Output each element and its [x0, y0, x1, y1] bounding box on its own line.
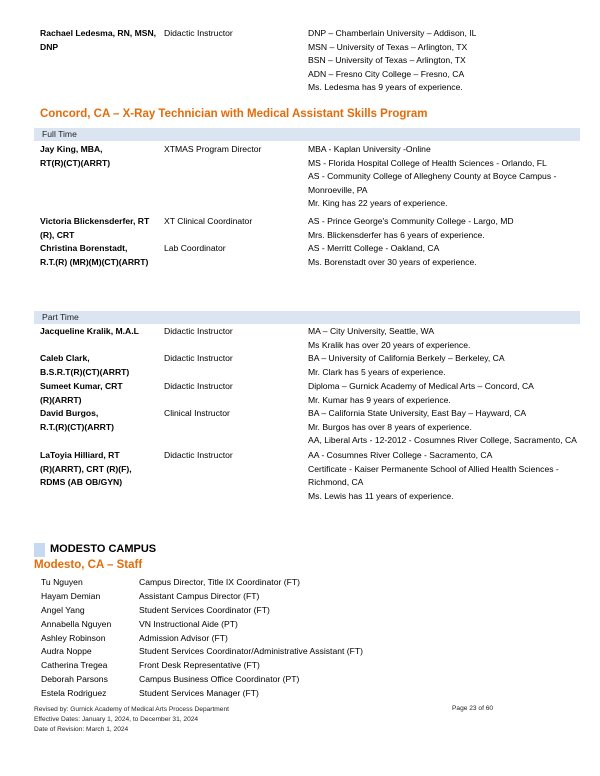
- name-line: RT(R)(CT)(ARRT): [40, 157, 111, 168]
- education-line: Mr. Burgos has over 8 years of experience.: [308, 421, 472, 432]
- faculty-role: XT Clinical Coordinator: [164, 216, 253, 226]
- education-line: MS - Florida Hospital College of Health Sciences - Orlando, FL: [308, 157, 547, 168]
- staff-role: Student Services Coordinator (FT): [139, 604, 270, 615]
- education-line: Diploma – Gurnick Academy of Medical Arts – Concord, CA: [308, 381, 534, 391]
- faculty-role: Didactic Instructor: [164, 28, 233, 38]
- name-line: Jay King, MBA,: [40, 144, 103, 154]
- faculty-name: [40, 449, 165, 490]
- faculty-role: Didactic Instructor: [164, 353, 233, 363]
- name-line: [40, 449, 165, 463]
- faculty-education: [308, 352, 586, 379]
- education-line: BA – California State University, East Bay – Hayward, CA: [308, 408, 527, 418]
- part-time-band: [34, 311, 580, 324]
- faculty-role: Didactic Instructor: [164, 381, 233, 391]
- name-line: Christina Borenstadt,: [40, 243, 128, 253]
- faculty-education: [308, 242, 586, 269]
- footer-revised-by: Revised by: Gurnick Academy of Medical Arts Process Department: [34, 706, 229, 713]
- staff-name: Hayam Demian: [41, 590, 101, 601]
- name-line: (R), CRT: [40, 229, 75, 240]
- staff-row: [41, 577, 561, 591]
- education-line: Richmond, CA: [308, 477, 364, 487]
- education-line: Mr. King has 22 years of experience.: [308, 198, 448, 208]
- staff-role: Student Services Coordinator/Administrative Assistant (FT): [139, 646, 363, 657]
- name-line: Victoria Blickensderfer, RT: [40, 216, 150, 226]
- staff-name: Annabella Nguyen: [41, 618, 112, 629]
- staff-name: Audra Noppe: [41, 646, 92, 657]
- faculty-name: [40, 325, 165, 339]
- staff-name: Tu Nguyen: [41, 577, 83, 587]
- staff-row: [41, 646, 561, 660]
- education-line: Ms. Ledesma has 9 years of experience.: [308, 82, 463, 92]
- faculty-education: [308, 325, 586, 352]
- name-line: R.T.(R) (MR)(M)(CT)(ARRT): [40, 256, 149, 267]
- education-line: AS - Prince George's Community College - Largo, MD: [308, 216, 514, 226]
- staff-role: Campus Business Office Coordinator (PT): [139, 674, 300, 685]
- staff-row: [41, 619, 561, 633]
- faculty-education: [308, 380, 586, 407]
- staff-name: Ashley Robinson: [41, 632, 106, 643]
- footer-date-of-revision: Date of Revision: March 1, 2024: [34, 726, 129, 733]
- name-line: (R)(ARRT): [40, 394, 82, 405]
- education-line: Mrs. Blickensderfer has 6 years of experience.: [308, 229, 485, 240]
- education-line: Mr. Clark has 5 years of experience.: [308, 366, 446, 377]
- page-number: Page 23 of 60: [452, 705, 494, 712]
- name-line: Sumeet Kumar, CRT: [40, 381, 123, 391]
- full-time-band: [34, 128, 580, 141]
- education-line: DNP – Chamberlain University – Addison, IL: [308, 28, 477, 38]
- education-line: AA - Cosumnes River College - Sacramento, CA: [308, 450, 493, 460]
- staff-name: Deborah Parsons: [41, 674, 108, 685]
- staff-name: Estela Rodriguez: [41, 688, 107, 699]
- staff-role: Assistant Campus Director (FT): [139, 590, 260, 601]
- education-line: AS - Community College of Allegheny County at Boyce Campus -: [308, 171, 557, 181]
- education-line: MA – City University, Seattle, WA: [308, 326, 435, 336]
- staff-role: Admission Advisor (FT): [139, 632, 228, 643]
- education-line: BA – University of California Berkely – Berkeley, CA: [308, 353, 505, 363]
- staff-row: [41, 674, 561, 688]
- name-line: Caleb Clark,: [40, 353, 90, 363]
- name-line: (R)(ARRT), CRT (R)(F),: [40, 463, 132, 474]
- faculty-role: Clinical Instructor: [164, 408, 230, 418]
- faculty-education: [308, 143, 586, 211]
- education-line: AA, Liberal Arts - 12-2012 - Cosumnes River College, Sacramento, CA: [308, 435, 577, 445]
- education-line: Ms. Borenstadt over 30 years of experience.: [308, 256, 477, 267]
- education-line: Ms Kralik has over 20 years of experience.: [308, 339, 471, 350]
- page-footer: [34, 705, 229, 735]
- faculty-role: XTMAS Program Director: [164, 144, 262, 154]
- name-line: David Burgos,: [40, 408, 99, 418]
- faculty-role: Didactic Instructor: [164, 450, 233, 460]
- education-line: AS - Merritt College - Oakland, CA: [308, 243, 440, 253]
- education-line: MSN – University of Texas – Arlington, TX: [308, 41, 468, 52]
- faculty-name: [40, 352, 165, 379]
- staff-role: VN Instructional Aide (PT): [139, 618, 238, 629]
- name-line: Rachael Ledesma, RN, MSN,: [40, 28, 157, 38]
- part-time-label: Part Time: [42, 312, 79, 322]
- heading-marker: [34, 543, 45, 557]
- staff-name: Angel Yang: [41, 604, 85, 615]
- staff-row: [41, 591, 561, 605]
- education-line: Mr. Kumar has 9 years of experience.: [308, 394, 451, 405]
- faculty-name: [40, 143, 165, 170]
- name-line-bold: LaToyia Hilliard, RT: [40, 450, 120, 460]
- education-line: ADN – Fresno City College – Fresno, CA: [308, 68, 465, 79]
- faculty-role: Didactic Instructor: [164, 326, 233, 336]
- faculty-education: [308, 407, 600, 448]
- faculty-name: [40, 242, 165, 269]
- faculty-education: [308, 215, 586, 242]
- staff-row: [41, 688, 561, 702]
- faculty-education: [308, 449, 586, 503]
- faculty-role: Lab Coordinator: [164, 243, 226, 253]
- faculty-name: [40, 215, 165, 242]
- section-title-modesto-staff: Modesto, CA – Staff: [34, 559, 143, 571]
- name-line: Jacqueline Kralik, M.A.L: [40, 326, 139, 336]
- education-line: BSN – University of Texas – Arlington, TX: [308, 55, 466, 65]
- full-time-label: Full Time: [42, 129, 77, 139]
- staff-row: [41, 660, 561, 674]
- education-line: Certificate - Kaiser Permanente School of Allied Health Sciences -: [308, 463, 559, 474]
- footer-effective-dates: Effective Dates: January 1, 2024, to December 31, 2024: [34, 716, 199, 723]
- name-line: R.T.(R)(CT)(ARRT): [40, 421, 114, 432]
- name-line: RDMS (AB OB/GYN): [40, 477, 123, 487]
- staff-row: [41, 605, 561, 619]
- staff-list: [41, 577, 561, 702]
- education-line: MBA - Kaplan University -Online: [308, 144, 431, 154]
- staff-role: Campus Director, Title IX Coordinator (FT): [139, 577, 300, 587]
- section-title-concord: Concord, CA – X-Ray Technician with Medical Assistant Skills Program: [40, 108, 428, 120]
- name-line: B.S.R.T(R)(CT)(ARRT): [40, 366, 130, 377]
- faculty-name: [40, 380, 165, 407]
- faculty-name: [40, 407, 165, 434]
- education-line: Ms. Lewis has 11 years of experience.: [308, 490, 454, 501]
- faculty-name: [40, 27, 165, 54]
- name-line: DNP: [40, 41, 59, 52]
- staff-role: Student Services Manager (FT): [139, 688, 259, 699]
- education-line: Monroeville, PA: [308, 184, 368, 195]
- faculty-education: [308, 27, 586, 95]
- staff-row: [41, 633, 561, 647]
- staff-name: Catherina Tregea: [41, 660, 108, 671]
- campus-heading-label: MODESTO CAMPUS: [50, 543, 157, 555]
- staff-role: Front Desk Representative (FT): [139, 660, 260, 671]
